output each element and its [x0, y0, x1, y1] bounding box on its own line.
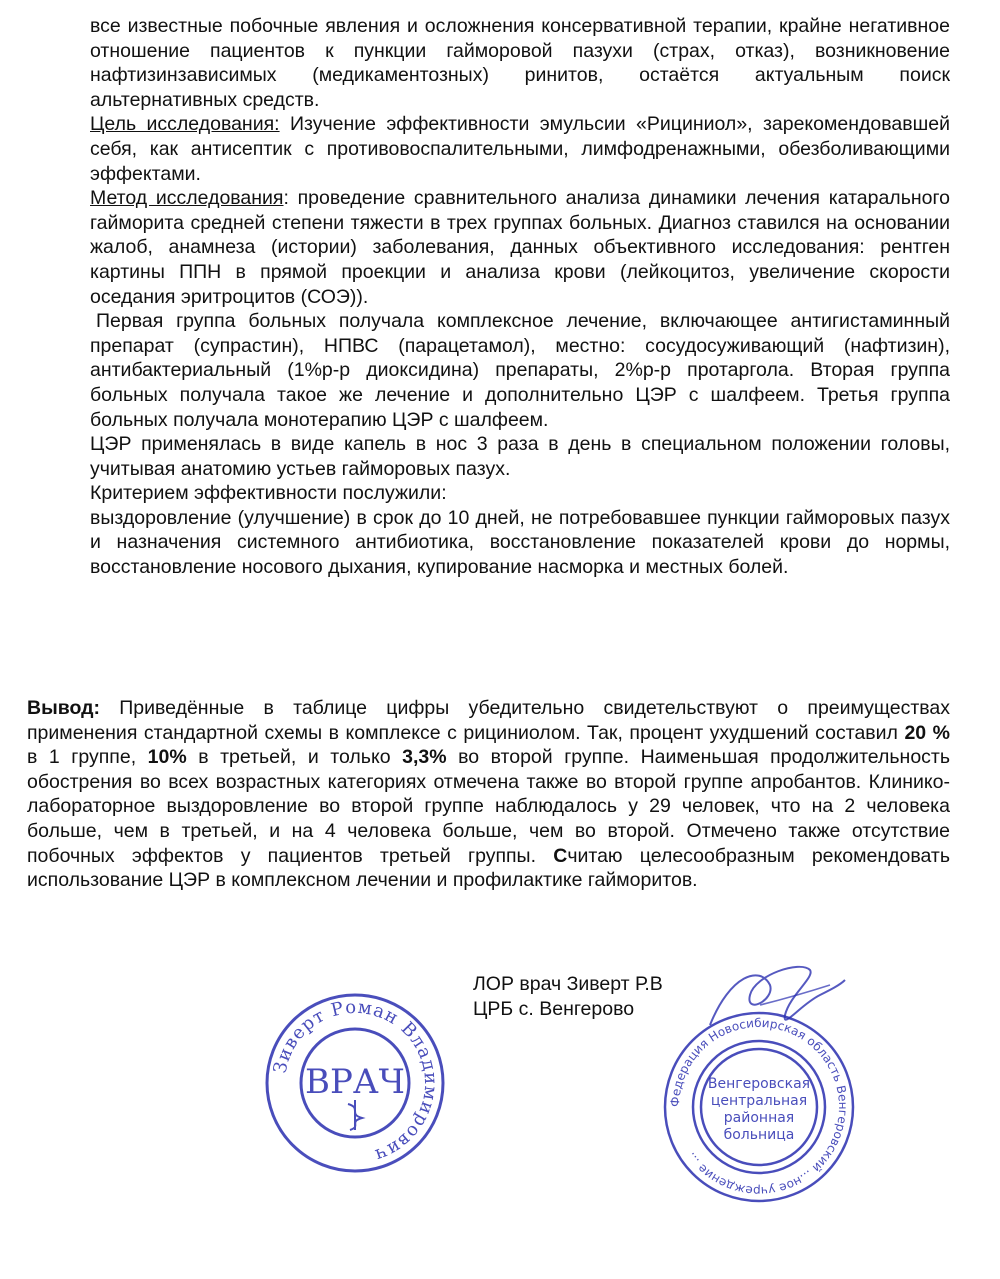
value-group2: 3,3%	[402, 746, 447, 769]
intro-paragraph: все известные побочные явления и осложнения консервативной терапии, крайне негативное отношение пациентов к пункции гайморовой пазухи (страх, отказ), возникновение нафтизинзависимых (медикаментозных) ринитов, остаётся актуальным поиск альтернативных средств.	[90, 15, 950, 111]
intro-section	[90, 14, 950, 580]
conclusion-bold-letter: С	[553, 844, 568, 867]
conclusion-section	[27, 696, 950, 893]
doctor-stamp-center: ВРАЧ	[305, 1062, 405, 1102]
conclusion-text-2: в 1 группе,	[27, 746, 148, 769]
application-paragraph: ЦЭР применялась в виде капель в нос 3 раза в день в специальном положении головы, учитывая анатомию устьев гайморовых пазух.	[90, 433, 950, 480]
conclusion-text-3: в третьей, и только	[186, 746, 403, 769]
groups-paragraph: Первая группа больных получала комплексное лечение, включающее антигистаминный препарат (супрастин), НПВС (парацетамол), местно: сосудосуживающий (нафтизин), антибактериальный (1%р-р диоксидина) препараты, 2%р-р протаргола. Вторая группа больных получала такое же лечение и дополнительно ЦЭР с шалфеем. Третья группа больных получала монотерапию ЦЭР с шалфеем.	[90, 310, 950, 431]
doctor-stamp	[262, 990, 448, 1176]
caduceus-icon	[348, 1100, 362, 1130]
value-group1: 20 %	[904, 721, 950, 744]
doctor-stamp-ring-text: Зиверт Роман Владимирович	[269, 996, 442, 1167]
signature-block	[473, 972, 663, 1022]
method-text: : проведение сравнительного анализа динамики лечения катарального гайморита средней степени тяжести в трех группах больных. Диагноз ставился на основании жалоб, анамнеза (истории) заболевания, данных объективного исследования: рентген картины ППН в прямой проекции и анализа крови (лейкоцитоз, увеличение скорости оседания эритроцитов (СОЭ)).	[90, 187, 950, 308]
criterion-text: выздоровление (улучшение) в срок до 10 дней, не потребовавшее пункции гайморовых пазух и назначения системного антибиотика, восстановление показателей крови до нормы, восстановление носового дыхания, купирование насморка и местных болей.	[90, 506, 950, 579]
conclusion-text-4: во второй группе. Наименьшая продолжительность обострения во всех возрастных категориях отмечена также во второй группе апробантов. Клинико-лабораторное выздоровление во второй группе наблюдалось у 29 человек, что на 2 человека больше, чем в третьей, и на 4 человека больше, чем во второй. Отмечено также отсутствие побочных эффектов у пациентов третьей группы.	[27, 746, 950, 867]
hospital-stamp-line-3: районная	[723, 1110, 795, 1126]
goal-text: Изучение эффективности эмульсии «Рициниол», зарекомендовавшей себя, как антисептик с противовоспалительными, лимфодренажными, обезболивающими эффектами.	[90, 113, 950, 185]
method-paragraph	[90, 186, 950, 309]
conclusion-label: Вывод:	[27, 697, 100, 719]
criterion-title: Критерием эффективности послужили:	[90, 482, 447, 505]
hospital-stamp-line-1: Венгеровская	[707, 1076, 811, 1092]
signature-institution: ЦРБ с. Венгерово	[473, 998, 635, 1020]
method-label: Метод исследования	[90, 187, 284, 210]
conclusion-text-1: Приведённые в таблице цифры убедительно свидетельствуют о преимуществах применения стандартной схемы в комплексе с рициниолом. Так, процент ухудшений составил	[27, 697, 950, 744]
goal-label: Цель исследования:	[90, 113, 280, 136]
goal-paragraph	[90, 112, 950, 186]
hospital-stamp-ring-text: Федерация Новосибирская область Венгеровский ...ное учреждение ...	[667, 1015, 851, 1199]
hospital-stamp	[660, 1008, 858, 1206]
signature-name: ЛОР врач Зиверт Р.В	[473, 973, 663, 995]
hospital-stamp-line-2: центральная	[710, 1093, 808, 1109]
hospital-stamp-line-4: больница	[723, 1127, 795, 1143]
value-group3: 10%	[147, 746, 187, 769]
conclusion-text-5: читаю целесообразным рекомендовать использование ЦЭР в комплексном лечении и профилактике гайморитов.	[27, 844, 951, 892]
